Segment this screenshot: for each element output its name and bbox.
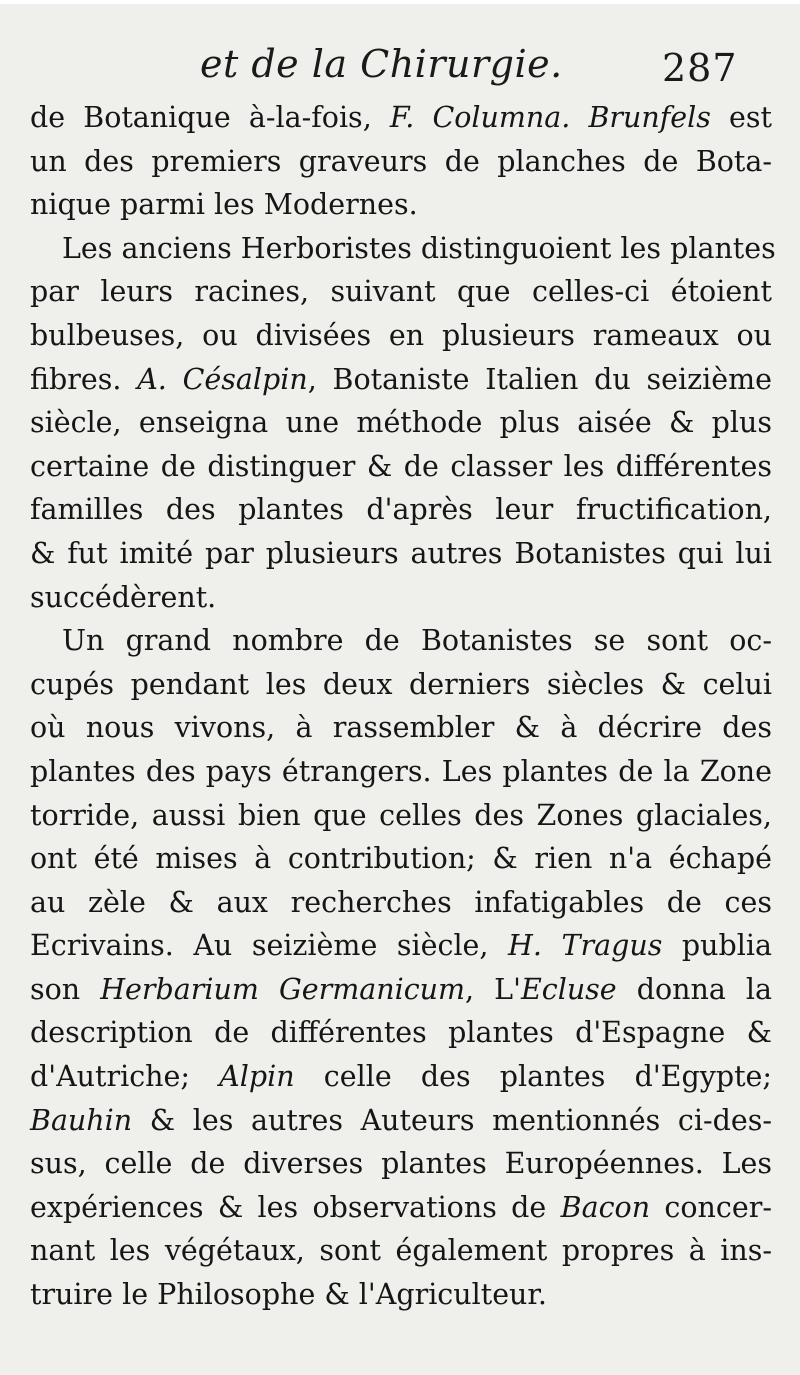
- text-line: [30, 968, 772, 1012]
- text-line: [30, 445, 772, 489]
- text-run: celle des plantes d'Egypte;: [294, 1060, 772, 1094]
- italic-text: A. Césalpin: [137, 362, 308, 396]
- text-run: au zèle & aux recherches infatigables de ces: [30, 885, 772, 919]
- text-run: expériences & les observations de: [30, 1190, 561, 1224]
- text-line: [30, 1011, 772, 1055]
- text-run: où nous vivons, à rassembler & à décrire des: [30, 711, 772, 745]
- text-run: nique parmi les Modernes.: [30, 188, 418, 222]
- page-top-edge: [0, 0, 800, 4]
- text-run: un des premiers graveurs de planches de Bota-: [30, 144, 772, 178]
- text-run: succédèrent.: [30, 580, 217, 614]
- text-run: est: [710, 101, 772, 134]
- text-run: publia: [662, 929, 773, 963]
- text-run: Un grand nombre de Botanistes se sont oc-: [62, 624, 772, 658]
- text-line: [30, 532, 772, 576]
- text-line: [30, 96, 772, 140]
- text-run: certaine de distinguer & de classer les différentes: [30, 449, 772, 483]
- paragraph: [30, 96, 772, 227]
- text-line: [30, 1186, 772, 1230]
- text-line: [30, 1142, 772, 1186]
- text-line: [30, 619, 772, 663]
- italic-text: Ecluse: [520, 972, 617, 1006]
- text-run: bulbeuses, ou divisées en plusieurs rameaux ou: [30, 318, 772, 352]
- text-run: familles des plantes d'après leur fructification,: [30, 493, 772, 527]
- text-run: siècle, enseigna une méthode plus aisée & plus: [30, 406, 772, 440]
- text-line: [30, 663, 772, 707]
- text-line: [30, 140, 772, 184]
- text-line: [30, 576, 772, 620]
- text-line: [30, 706, 772, 750]
- text-run: truire le Philosophe & l'Agriculteur.: [30, 1278, 547, 1312]
- italic-text: Bauhin: [30, 1103, 133, 1137]
- text-line: [30, 1273, 772, 1317]
- text-run: Les anciens Herboristes distinguoient les plantes: [62, 231, 776, 265]
- text-line: [30, 314, 772, 358]
- text-line: [30, 750, 772, 794]
- text-run: par leurs racines, suivant que celles-ci étoient: [30, 275, 772, 309]
- text-run: description de différentes plantes d'Espagne &: [30, 1016, 772, 1050]
- italic-text: Brunfels: [588, 101, 711, 134]
- text-run: cupés pendant les deux derniers siècles & celui: [30, 667, 772, 701]
- text-run: sus, celle de diverses plantes Européennes. Les: [30, 1147, 772, 1181]
- text-line: [30, 227, 776, 271]
- text-line: [30, 794, 772, 838]
- text-line: [30, 924, 772, 968]
- text-line: [30, 270, 772, 314]
- text-line: [30, 488, 772, 532]
- text-run: & les autres Auteurs mentionnés ci-des-: [132, 1103, 772, 1137]
- text-run: son: [30, 972, 101, 1006]
- text-run: Ecrivains. Au seizième siècle,: [30, 929, 509, 963]
- text-run: , L': [465, 972, 521, 1006]
- italic-text: F. Columna.: [389, 101, 571, 134]
- italic-text: Herbarium Germanicum: [100, 972, 466, 1006]
- text-run: plantes des pays étrangers. Les plantes de la Zone: [30, 754, 772, 788]
- text-line: [30, 1099, 772, 1143]
- text-run: , Botaniste Italien du seizième: [307, 362, 772, 396]
- text-run: donna la: [616, 972, 772, 1006]
- running-head: et de la Chirurgie.: [200, 42, 563, 86]
- italic-text: H. Tragus: [508, 929, 663, 963]
- italic-text: Bacon: [560, 1190, 651, 1224]
- text-run: fibres.: [30, 362, 138, 396]
- page-number: 287: [662, 46, 738, 90]
- text-run: nant les végétaux, sont également propres à ins-: [30, 1234, 772, 1268]
- text-run: ont été mises à contribution; & rien n'a échapé: [30, 842, 772, 876]
- page-header: [0, 38, 800, 94]
- text-run: [570, 101, 588, 134]
- paragraph: [30, 619, 772, 1317]
- paragraph: [30, 227, 776, 619]
- text-line: [30, 358, 772, 402]
- text-line: [30, 1055, 772, 1099]
- text-line: [30, 401, 772, 445]
- italic-text: Alpin: [219, 1060, 295, 1094]
- text-run: torride, aussi bien que celles des Zones glaciales,: [30, 798, 772, 832]
- text-run: concer-: [650, 1190, 772, 1224]
- text-line: [30, 881, 772, 925]
- text-run: de Botanique à-la-fois,: [30, 101, 390, 134]
- text-run: d'Autriche;: [30, 1060, 220, 1094]
- text-line: [30, 1229, 772, 1273]
- text-run: & fut imité par plusieurs autres Botanistes qui lui: [30, 536, 772, 570]
- text-line: [30, 183, 772, 227]
- body-text: [30, 96, 776, 1317]
- text-line: [30, 837, 772, 881]
